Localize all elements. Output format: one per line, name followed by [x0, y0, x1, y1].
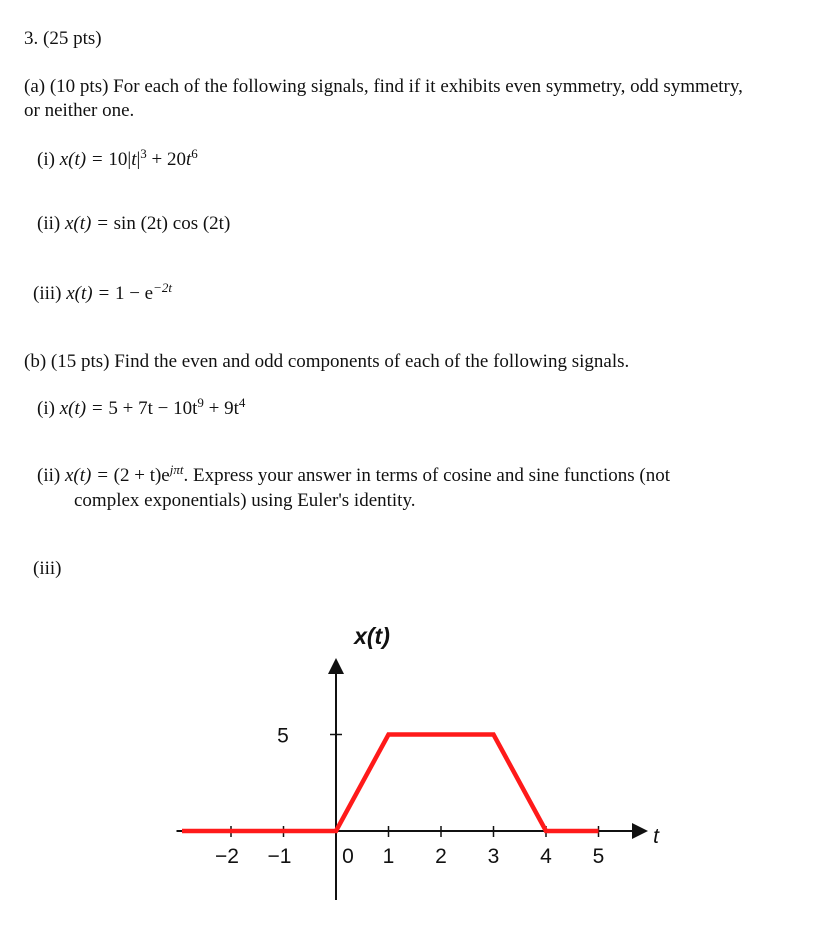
eq-var: t: [131, 149, 137, 170]
item-label: (i): [37, 398, 55, 419]
item-label: (iii): [33, 283, 62, 304]
part-b-item-i: [37, 397, 245, 421]
equation-lhs: x(t) =: [59, 398, 109, 419]
problem-points: (25 pts): [43, 28, 102, 49]
x-tick-label: 1: [382, 845, 395, 868]
eq-base: (2 + t)e: [113, 465, 170, 486]
item-label: (i): [37, 149, 55, 170]
part-a-prompt: [24, 75, 743, 99]
part-a-label: (a): [24, 76, 46, 97]
part-a-item-ii: [37, 212, 230, 236]
x-tick-label: −1: [267, 845, 292, 868]
eq-coef: 10|: [108, 149, 132, 170]
part-b-text: Find the even and odd components of each of the following signals.: [114, 351, 630, 372]
equation-lhs: x(t) =: [64, 465, 114, 486]
part-b-prompt: [24, 350, 629, 374]
part-b-item-iii: (iii): [33, 558, 62, 579]
eq-plus: + 20: [146, 149, 186, 170]
equation-lhs: x(t) =: [66, 283, 115, 304]
signal-line: [182, 735, 599, 832]
part-b-label: (b): [24, 351, 47, 372]
eq-pow: jπt: [169, 462, 184, 477]
part-a-points: (10 pts): [49, 76, 109, 97]
chart-title: x(t): [354, 623, 390, 649]
part-a-text-line1: For each of the following signals, find if it exhibits even symmetry, odd symmetry,: [113, 76, 743, 97]
eq-term1: 5 + 7t − 10t: [108, 398, 198, 419]
equation-rhs: sin (2t) cos (2t): [113, 213, 231, 234]
x-tick-label: 4: [540, 845, 552, 868]
eq-pow1: 9: [197, 395, 204, 410]
part-a-item-iii: [33, 282, 172, 306]
eq-pow2: 6: [191, 146, 198, 161]
equation-lhs: x(t) =: [59, 149, 109, 170]
equation-lhs: x(t) =: [64, 213, 114, 234]
part-a-item-i: [37, 148, 198, 172]
item-label: (ii): [37, 465, 61, 486]
x-tick-label: 0: [342, 845, 354, 868]
eq-pow2: 4: [238, 395, 246, 410]
problem-number: 3.: [24, 28, 39, 49]
part-b-item-ii-line2: complex exponentials) using Euler's identity.: [74, 490, 416, 511]
item-label: (ii): [37, 213, 61, 234]
x-tick-label: 5: [592, 845, 605, 868]
eq-bar: |: [136, 149, 141, 170]
part-a-text-line2: or neither one.: [24, 100, 135, 121]
eq-var2: t: [186, 149, 192, 170]
eq-pow: −2t: [153, 280, 172, 295]
x-tick-label: 2: [435, 845, 447, 868]
eq-term2: + 9t: [203, 398, 239, 419]
x-tick-label: 3: [487, 845, 500, 868]
x-tick-label: −2: [215, 845, 239, 868]
equation-rhs: 1 − e: [114, 283, 154, 304]
part-b-points: (15 pts): [50, 351, 110, 372]
x-axis-label: t: [653, 825, 659, 848]
y-tick-label: 5: [277, 724, 289, 748]
part-b-item-ii-line1: [37, 464, 670, 488]
item-text1: . Express your answer in terms of cosine and sine functions (not: [183, 465, 671, 486]
problem-header: [24, 27, 102, 51]
eq-pow: 3: [140, 146, 147, 161]
